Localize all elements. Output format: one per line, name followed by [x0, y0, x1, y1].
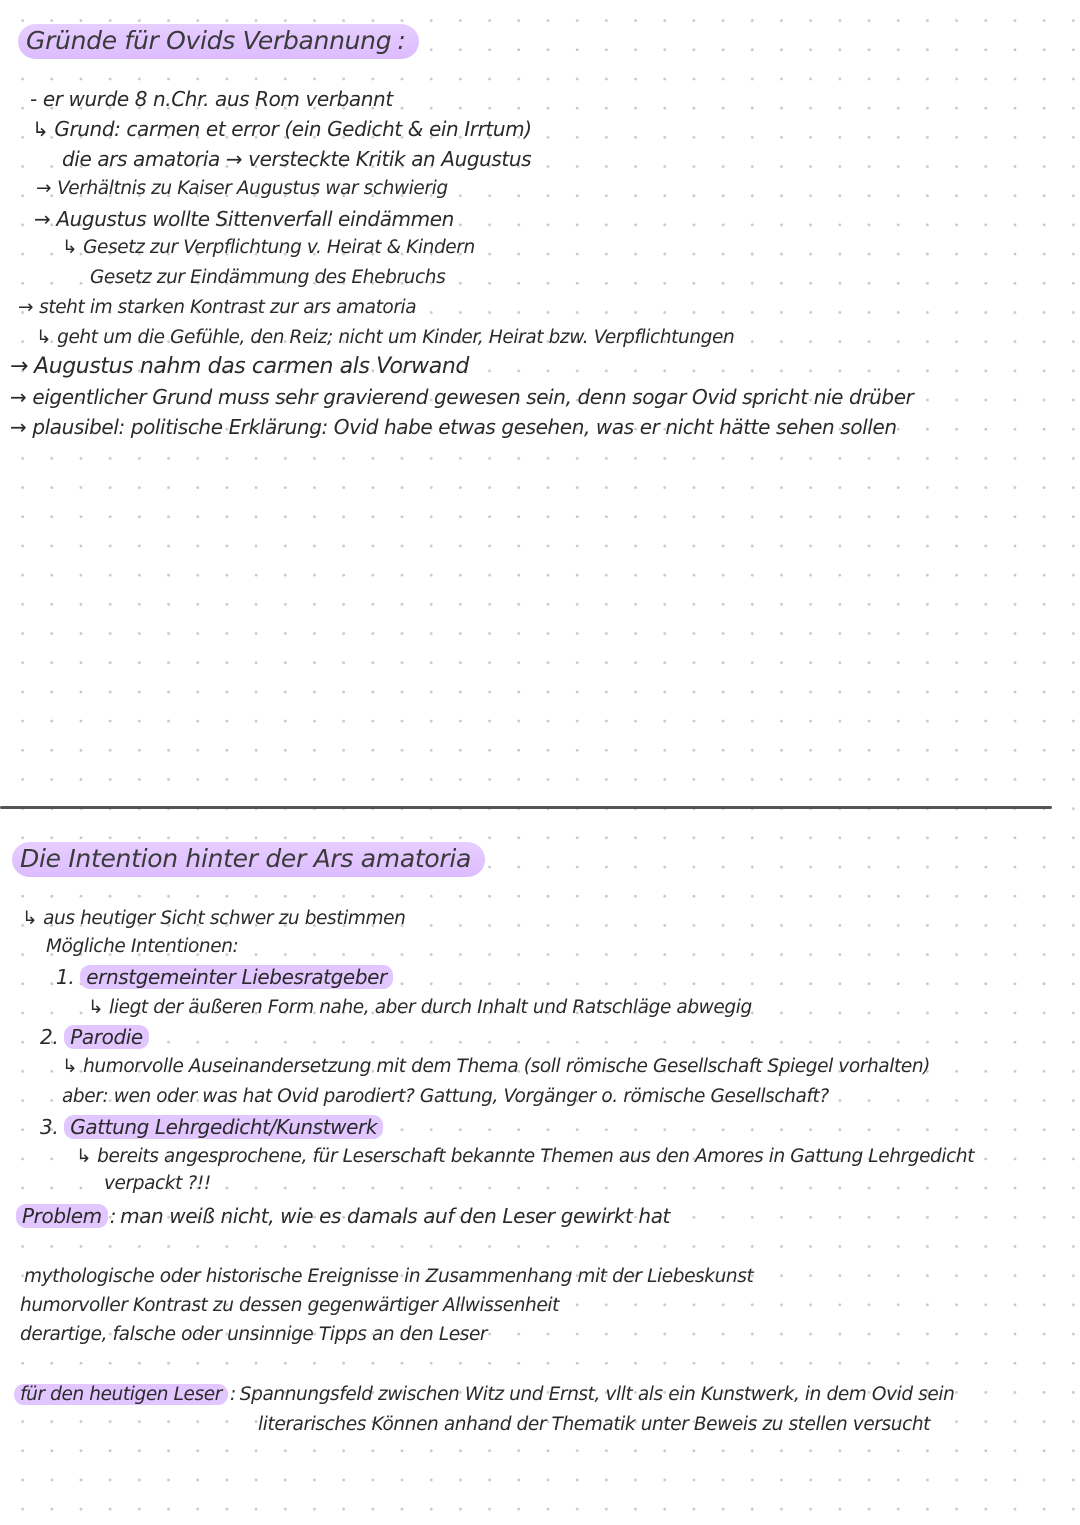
section2-heading — [12, 842, 485, 877]
item2-highlight: Parodie — [64, 1025, 149, 1049]
arrow-icon: → — [18, 297, 34, 318]
s2-extra-1: mythologische oder historische Ereignisse in Zusammenhang mit der Liebeskunst — [24, 1266, 754, 1287]
s2-conclusion-1: für den heutigen Leser : Spannungsfeld zwischen Witz und Ernst, vllt als ein Kunstwerk, in dem Ovid sein — [14, 1382, 954, 1408]
s1-line-7: Gesetz zur Eindämmung des Ehebruchs — [90, 267, 446, 288]
s2-problem: Problem : man weiß nicht, wie es damals auf den Leser gewirkt hat — [16, 1203, 670, 1229]
s1-line-1: - er wurde 8 n.Chr. aus Rom verbannt — [30, 87, 393, 111]
s2-intro: ↳ aus heutiger Sicht schwer zu bestimmen — [22, 906, 405, 932]
section2-title: Die Intention hinter der Ars amatoria — [20, 844, 472, 873]
section1-title-colon: : — [397, 26, 406, 55]
s2-item-2: 2. Parodie — [40, 1024, 149, 1050]
s2-item-2-question: aber: wen oder was hat Ovid parodiert? Gattung, Vorgänger o. römische Gesellschaft? — [62, 1086, 829, 1107]
s1-line-11: → eigentlicher Grund muss sehr gravierend gewesen sein, denn sogar Ovid spricht nie drüber — [10, 385, 914, 409]
s2-conclusion-2: literarisches Können anhand der Thematik unter Beweis zu stellen versucht — [258, 1414, 931, 1435]
s1-line-3: die ars amatoria → versteckte Kritik an Augustus — [62, 147, 532, 171]
s1-line-10: → Augustus nahm das carmen als Vorwand — [10, 354, 469, 379]
conclusion-highlight: für den heutigen Leser — [14, 1384, 228, 1405]
s1-line-4: → Verhältnis zu Kaiser Augustus war schwierig — [36, 176, 448, 202]
s1-line-2: ↳ Grund: carmen et error (ein Gedicht & ein Irrtum) — [32, 117, 532, 141]
s2-item-2-note: ↳ humorvolle Auseinandersetzung mit dem Thema (soll römische Gesellschaft Spiegel vorhalten) — [62, 1054, 930, 1080]
arrow-icon: → — [10, 385, 27, 409]
arrow-icon: → — [36, 178, 52, 199]
s2-extra-3: derartige, falsche oder unsinnige Tipps an den Leser — [20, 1324, 488, 1345]
s2-extra-2: humorvoller Kontrast zu dessen gegenwärtiger Allwissenheit — [20, 1295, 559, 1316]
section1-title: Gründe für Ovids Verbannung — [26, 26, 392, 55]
s2-item-3: 3. Gattung Lehrgedicht/Kunstwerk — [40, 1114, 383, 1140]
s2-subtitle: Mögliche Intentionen: — [46, 936, 239, 957]
item3-highlight: Gattung Lehrgedicht/Kunstwerk — [64, 1115, 383, 1139]
section1-heading — [18, 24, 419, 59]
problem-highlight: Problem — [16, 1204, 108, 1228]
hook-arrow-icon: ↳ — [36, 327, 52, 348]
s1-line-12: → plausibel: politische Erklärung: Ovid habe etwas gesehen, was er nicht hätte sehen sollen — [10, 415, 897, 439]
hook-arrow-icon: ↳ — [76, 1146, 92, 1167]
s1-line-5: → Augustus wollte Sittenverfall eindämmen — [34, 207, 454, 231]
s2-item-1-note: ↳ liegt der äußeren Form nahe, aber durch Inhalt und Ratschläge abwegig — [88, 995, 752, 1021]
hook-arrow-icon: ↳ — [88, 997, 104, 1018]
arrow-icon: → — [10, 354, 29, 379]
item1-highlight: ernstgemeinter Liebesratgeber — [80, 965, 393, 989]
hook-arrow-icon: ↳ — [22, 908, 38, 929]
s1-line-8: → steht im starken Kontrast zur ars amatoria — [18, 295, 416, 321]
hook-arrow-icon: ↳ — [62, 237, 78, 258]
s2-item-1: 1. ernstgemeinter Liebesratgeber — [56, 964, 393, 990]
s1-line-9: ↳ geht um die Gefühle, den Reiz; nicht um Kinder, Heirat bzw. Verpflichtungen — [36, 325, 734, 351]
s2-item-3-note: ↳ bereits angesprochene, für Leserschaft bekannte Themen aus den Amores in Gattung Lehrgedicht — [76, 1144, 974, 1170]
arrow-icon: → — [10, 415, 27, 439]
s1-line-6: ↳ Gesetz zur Verpflichtung v. Heirat & Kindern — [62, 235, 475, 261]
hook-arrow-icon: ↳ — [32, 117, 49, 141]
arrow-icon: → — [34, 207, 51, 231]
dash-icon: - — [30, 87, 37, 111]
s2-item-3-note-cont: verpackt ?!! — [104, 1173, 211, 1194]
section-divider — [0, 806, 1052, 809]
hook-arrow-icon: ↳ — [62, 1056, 78, 1077]
